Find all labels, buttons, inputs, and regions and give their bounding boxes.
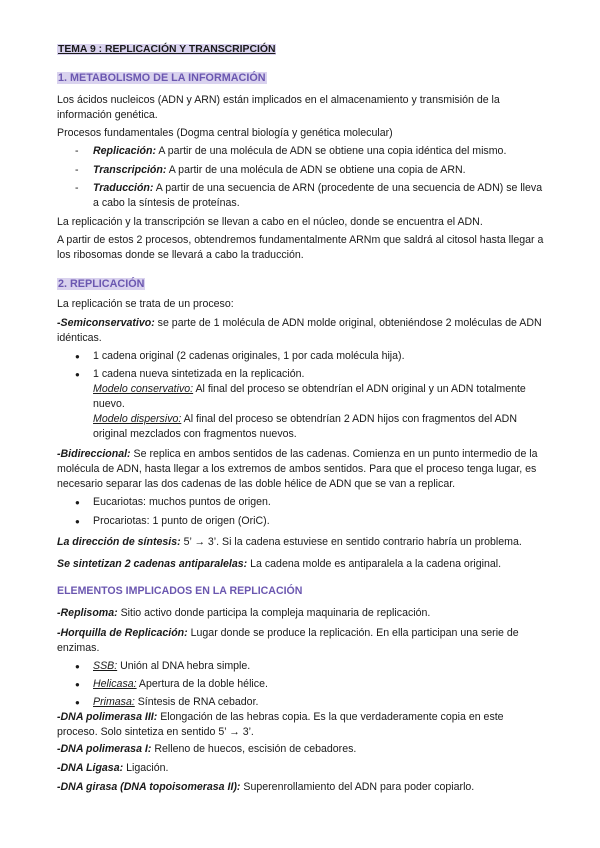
semiconservativo-paragraph: -Semiconservativo: se parte de 1 molécula de ADN molde original, obteniéndose 2 moléculas de ADN idénticas. xyxy=(57,317,542,344)
antiparalelas-paragraph: Se sintetizan 2 cadenas antiparalelas: La cadena molde es antiparalela a la cadena original. xyxy=(57,558,502,570)
ligasa-paragraph: -DNA Ligasa: Ligación. xyxy=(57,762,169,774)
horquilla-paragraph: -Horquilla de Replicación: Lugar donde se produce la replicación. En ella participan una serie de enzimas. xyxy=(57,627,519,654)
polimerasa-3-paragraph: -DNA polimerasa III: Elongación de las hebras copia. Es la que verdaderamente copia en este proceso. Solo sintetiza en sentido 5’ → 3’. xyxy=(57,711,504,738)
list-item-traduccion: - Traducción: A partir de una secuencia de ARN (procedente de una secuencia de ADN) se lleva a cabo la síntesis de proteínas. xyxy=(75,182,543,209)
replisoma-paragraph: -Replisoma: Sitio activo donde participa la compleja maquinaria de replicación. xyxy=(57,607,431,619)
s1-paragraph-1: Los ácidos nucleicos (ADN y ARN) están implicados en el almacenamiento y transmisión de la información genética. xyxy=(57,94,500,121)
section-1-heading: 1. METABOLISMO DE LA INFORMACIÓN xyxy=(58,72,266,84)
s2-intro: La replicación se trata de un proceso: xyxy=(57,298,234,310)
enzyme-bullet-helicasa: ● Helicasa: Apertura de la doble hélice. xyxy=(75,678,268,690)
document-title: TEMA 9 : REPLICACIÓN Y TRANSCRIPCIÓN xyxy=(58,44,276,55)
polimerasa-1-paragraph: -DNA polimerasa I: Relleno de huecos, escisión de cebadores. xyxy=(57,743,357,755)
semi-bullet-2: ● 1 cadena nueva sintetizada en la replicación. Modelo conservativo: Al final del proceso se obtendrían el ADN original y un ADN totalmente nuevo. Modelo dispersivo: Al final del proceso se obtendrían 2 ADN hijos con fragmentos del ADN original mezclados con fragmentos nuevos. xyxy=(75,368,526,440)
bidireccional-paragraph: -Bidireccional: Se replica en ambos sentidos de las cadenas. Comienza en un punto intermedio de la molécula de ADN, hasta llegar a los extremos de ambos sentidos. Para que el proceso tenga lugar, es necesario separar las dos cadenas de las doble hélice de ADN que se van a replicar. xyxy=(57,448,538,490)
bidi-bullet-2: ● Procariotas: 1 punto de origen (OriC). xyxy=(75,515,270,527)
semi-bullet-1: ● 1 cadena original (2 cadenas originales, 1 por cada molécula hija). xyxy=(75,350,405,362)
list-item-transcripcion: - Transcripción: A partir de una molécula de ADN se obtiene una copia de ARN. xyxy=(75,164,466,176)
section-2-heading: 2. REPLICACIÓN xyxy=(58,278,145,290)
s1-paragraph-3: La replicación y la transcripción se llevan a cabo en el núcleo, donde se encuentra el ADN. xyxy=(57,216,483,228)
girasa-paragraph: -DNA girasa (DNA topoisomerasa II): Superenrollamiento del ADN para poder copiarlo. xyxy=(57,781,475,793)
s1-paragraph-2: Procesos fundamentales (Dogma central biología y genética molecular) xyxy=(57,127,393,139)
enzyme-bullet-ssb: ● SSB: Unión al DNA hebra simple. xyxy=(75,660,251,672)
section-3-heading: ELEMENTOS IMPLICADOS EN LA REPLICACIÓN xyxy=(57,585,303,597)
bidi-bullet-1: ● Eucariotas: muchos puntos de origen. xyxy=(75,496,271,508)
enzyme-bullet-primasa: ● Primasa: Síntesis de RNA cebador. xyxy=(75,696,259,708)
s1-paragraph-4: A partir de estos 2 procesos, obtendremos fundamentalmente ARNm que saldrá al citosol hasta llegar a los ribosomas donde se llevará a cabo la traducción. xyxy=(57,234,544,261)
list-item-replicacion: - Replicación: A partir de una molécula de ADN se obtiene una copia idéntica del mismo. xyxy=(75,145,507,157)
direccion-sintesis-paragraph: La dirección de síntesis: 5’ → 3’. Si la cadena estuviese en sentido contrario habría un problema. xyxy=(57,536,522,548)
